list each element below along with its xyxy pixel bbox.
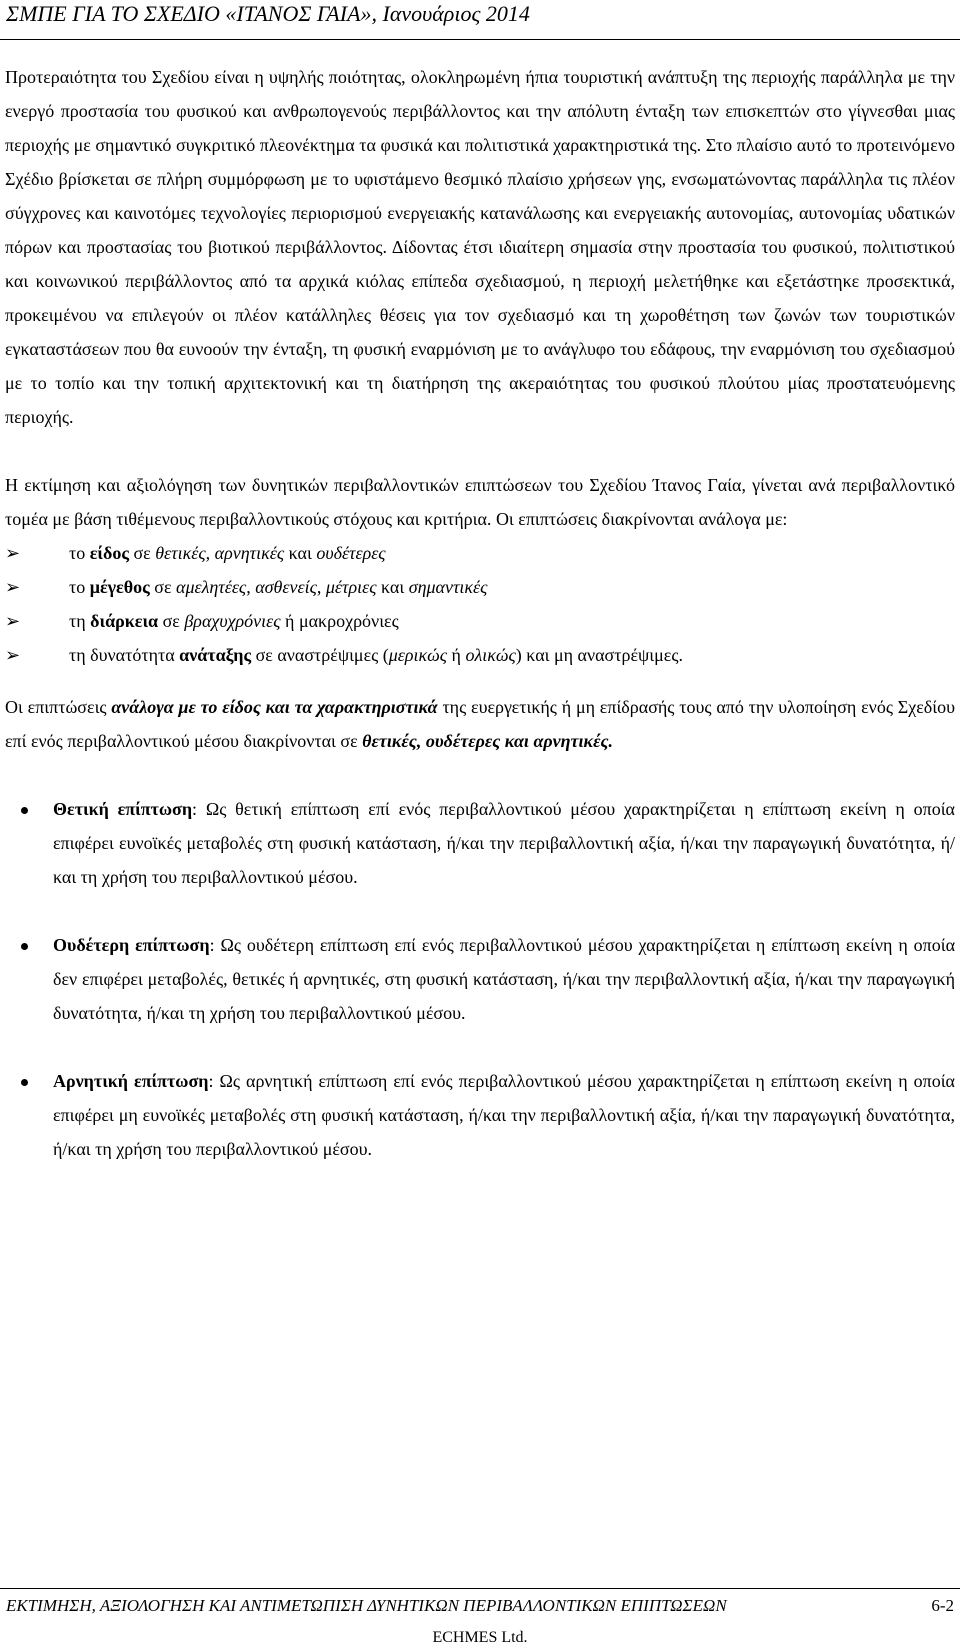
definition-text: : Ως ουδέτερη επίπτωση επί ενός περιβαλλοντικού μέσου χαρακτηρίζεται η επίπτωση εκείνη η οποία δεν επιφέρει μεταβολές, θετικές ή αρνητικές, στη φυσική κατάσταση, ή/και την περιβαλλοντική αξία, ή/και την παραγωγική δυνατότητα, ή/και τη χρήση του περιβαλλοντικού μέσου. [53,935,956,1023]
arrow-bullet-icon: ➢ [5,577,21,597]
impact-definitions-list [5,792,955,1166]
classification-paragraph: Οι επιπτώσεις ανάλογα με το είδος και τα χαρακτηριστικά της ευεργετικής ή μη επίδρασής τους από την υλοποίηση ενός Σχεδίου επί ενός περιβαλλοντικού μέσου διακρίνονται σε θετικές, ουδέτερες και αρνητικές. [5,697,956,751]
definition-positive [5,792,955,894]
list-item: ➢ τη διάρκεια σε βραχυχρόνιες ή μακροχρόνιες [5,604,955,638]
intro-sentence-3: Δίδοντας έτσι ιδιαίτερη σημασία στην προστασία του φυσικού, πολιτιστικού και κοινωνικού περιβάλλοντος από τα αρχικά κιόλας επίπεδα σχεδιασμού, η περιοχή μελετήθηκε και εξετάστηκε προσεκτικά, προκειμένου να επιλεγούν οι πλέον κατάλληλες θέσεις για τον σχεδιασμό και τη χωροθέτηση των ζωνών των τουριστικών εγκαταστάσεων που θα ευνοούν την ένταξη, τη φυσική εναρμόνιση με το ανάγλυφο του εδάφους, την εναρμόνιση του σχεδιασμού με το τοπίο και την τοπική αρχιτεκτονική και τη διατήρηση της ακεραιότητας του φυσικού πλούτου μίας προστατευόμενης περιοχής. [5,237,955,427]
list-item: ➢ το μέγεθος σε αμελητέες, ασθενείς, μέτριες και σημαντικές [5,570,955,604]
definition-neutral [5,928,955,1030]
bullet-dot-icon [21,807,28,814]
intro-sentence-1: Προτεραιότητα του Σχεδίου είναι η υψηλής ποιότητας, ολοκληρωμένη ήπια τουριστική ανάπτυξη της περιοχής παράλληλα με την ενεργό προστασία του φυσικού και ανθρωπογενούς περιβάλλοντος και την απόλυτη ένταξη των επισκεπτών στο γίγνεσθαι μιας περιοχής με σημαντικό συγκριτικό πλεονέκτημα τα φυσικά και πολιτιστικά χαρακτηριστικά της. [5,67,955,155]
bullet-dot-icon [21,1079,28,1086]
header-title: ΣΜΠΕ ΓΙΑ ΤΟ ΣΧΕΔΙΟ «ΙΤΑΝΟΣ ΓΑΙΑ», Ιανουάριος 2014 [6,1,530,26]
definition-text: : Ως αρνητική επίπτωση επί ενός περιβαλλοντικού μέσου χαρακτηρίζεται η επίπτωση εκείνη η οποία επιφέρει μη ευνοϊκές μεταβολές στη φυσική κατάσταση, ή/και την περιβαλλοντική αξία, ή/και την παραγωγική δυνατότητα, ή/και τη χρήση του περιβαλλοντικού μέσου. [53,1071,955,1159]
definition-text: : Ως θετική επίπτωση επί ενός περιβαλλοντικού μέσου χαρακτηρίζεται η επίπτωση εκείνη η οποία επιφέρει ευνοϊκές μεταβολές στη φυσική κατάσταση, ή/και την περιβαλλοντική αξία, ή/και την παραγωγική δυνατότητα, ή/και τη χρήση του περιβαλλοντικού μέσου. [53,799,955,887]
assessment-text: Η εκτίμηση και αξιολόγηση των δυνητικών περιβαλλοντικών επιπτώσεων του Σχεδίου Ίτανος Γαία, γίνεται ανά περιβαλλοντικό τομέα με βάση τιθέμενους περιβαλλοντικούς στόχους και κριτήρια. [5,475,955,529]
definition-term: Αρνητική επίπτωση [53,1071,209,1091]
list-item: ➢ το είδος σε θετικές, αρνητικές και ουδέτερες [5,536,955,570]
criterion-term: ανάταξης [179,645,252,665]
bullet-dot-icon [21,943,28,950]
list-item: ➢ τη δυνατότητα ανάταξης σε αναστρέψιμες (μερικώς ή ολικώς) και μη αναστρέψιμες. [5,638,955,672]
definition-term: Ουδέτερη επίπτωση [53,935,210,955]
assessment-paragraph [5,468,955,536]
page-header [0,0,960,40]
assessment-lead-in: Οι επιπτώσεις διακρίνονται ανάλογα με: [495,509,788,529]
footer-company: ECHMES Ltd. [432,1629,528,1646]
impact-criteria-list [5,536,955,672]
page-footer [0,1588,960,1651]
definition-term: Θετική επίπτωση [53,799,193,819]
footer-chapter-title: ΕΚΤΙΜΗΣΗ, ΑΞΙΟΛΟΓΗΣΗ ΚΑΙ ΑΝΤΙΜΕΤΩΠΙΣΗ ΔΥΝΗΤΙΚΩΝ ΠΕΡΙΒΑΛΛΟΝΤΙΚΩΝ ΕΠΙΠΤΩΣΕΩΝ [6,1596,727,1615]
criterion-term: μέγεθος [89,577,150,597]
arrow-bullet-icon: ➢ [5,611,21,631]
intro-paragraph [5,60,955,434]
arrow-bullet-icon: ➢ [5,645,21,665]
criterion-term: είδος [89,543,129,563]
arrow-bullet-icon: ➢ [5,543,21,563]
intro-sentence-2: Στο πλαίσιο αυτό το προτεινόμενο Σχέδιο βρίσκεται σε πλήρη συμμόρφωση με το υφιστάμενο θεσμικό πλαίσιο χρήσεων γης, ενσωματώνοντας παράλληλα τις πλέον σύγχρονες και καινοτόμες τεχνολογίες περιορισμού ενεργειακής κατανάλωσης και ενεργειακής αυτονομίας, αυτονομίας υδατικών πόρων και προστασίας του βιοτικού περιβάλλοντος. [5,135,955,257]
criterion-term: διάρκεια [90,611,159,631]
page-number: 6-2 [931,1596,954,1615]
definition-negative [5,1064,955,1166]
document-body [5,60,955,1200]
